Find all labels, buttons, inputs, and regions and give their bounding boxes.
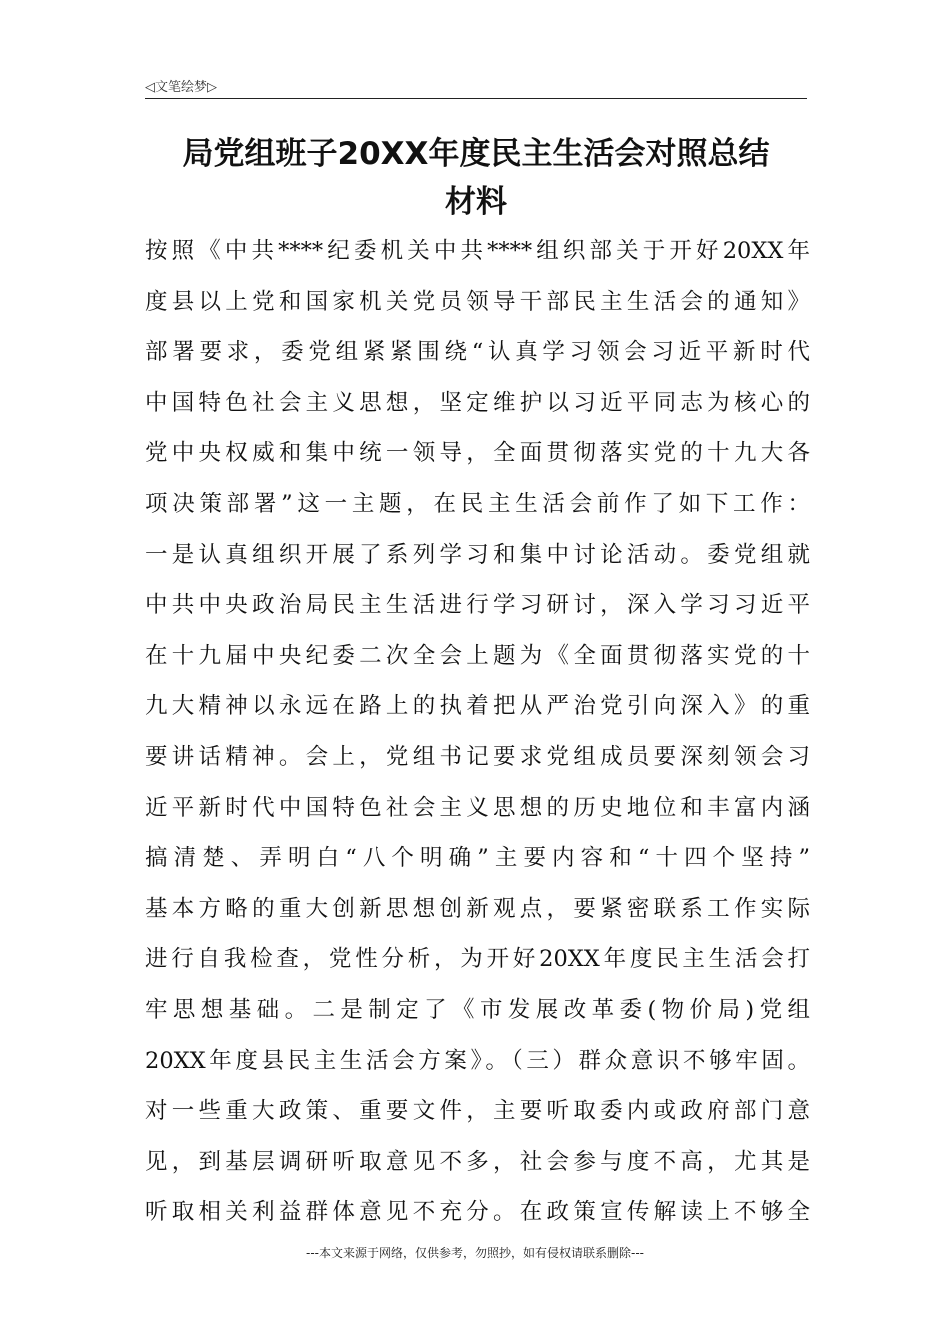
header-text: ◁文笔绘梦▷ bbox=[145, 80, 217, 95]
body-line: 在十九届中央纪委二次全会上题为《全面贯彻落实党的十 bbox=[145, 642, 810, 669]
body-line: 基本方略的重大创新思想创新观点，要紧密联系工作实际 bbox=[145, 895, 810, 922]
body-line: 中共中央政治局民主生活进行学习研讨，深入学习习近平 bbox=[145, 592, 810, 619]
document-title bbox=[145, 130, 807, 226]
body-line: 按照《中共****纪委机关中共****组织部关于开好20XX年 bbox=[145, 238, 810, 264]
body-line: 进行自我检查，党性分析，为开好20XX年度民主生活会打 bbox=[145, 946, 810, 973]
body-line: 搞清楚、弄明白“八个明确”主要内容和“十四个坚持” bbox=[145, 845, 810, 872]
title-line-2: 材料 bbox=[445, 184, 507, 220]
body-line: 见，到基层调研听取意见不多，社会参与度不高，尤其是 bbox=[145, 1148, 810, 1175]
page-header bbox=[145, 72, 807, 99]
body-line: 部署要求，委党组紧紧围绕“认真学习领会习近平新时代 bbox=[145, 339, 810, 366]
body-line: 对一些重大政策、重要文件，主要听取委内或政府部门意 bbox=[145, 1098, 810, 1125]
body-line: 党中央权威和集中统一领导，全面贯彻落实党的十九大各 bbox=[145, 440, 810, 467]
body-line: 牢思想基础。二是制定了《市发展改革委(物价局)党组 bbox=[145, 996, 810, 1023]
body-line: 近平新时代中国特色社会主义思想的历史地位和丰富内涵 bbox=[145, 794, 810, 821]
page-footer: ---本文来源于网络，仅供参考，勿照抄，如有侵权请联系删除--- bbox=[306, 1246, 644, 1260]
body-line: 要讲话精神。会上，党组书记要求党组成员要深刻领会习 bbox=[145, 743, 810, 770]
body-line: 听取相关利益群体意见不充分。在政策宣传解读上不够全 bbox=[145, 1199, 810, 1226]
document-body bbox=[145, 226, 810, 1238]
body-line: 度县以上党和国家机关党员领导干部民主生活会的通知》 bbox=[145, 288, 810, 315]
body-line: 中国特色社会主义思想，坚定维护以习近平同志为核心的 bbox=[145, 389, 810, 416]
title-line-1: 局党组班子20XX年度民主生活会对照总结 bbox=[182, 136, 770, 172]
body-line: 一是认真组织开展了系列学习和集中讨论活动。委党组就 bbox=[145, 541, 810, 568]
body-line: 20XX年度县民主生活会方案》。（三）群众意识不够牢固。 bbox=[145, 1047, 810, 1074]
body-line: 项决策部署”这一主题，在民主生活会前作了如下工作： bbox=[145, 490, 810, 517]
body-line: 九大精神以永远在路上的执着把从严治党引向深入》的重 bbox=[145, 693, 810, 720]
